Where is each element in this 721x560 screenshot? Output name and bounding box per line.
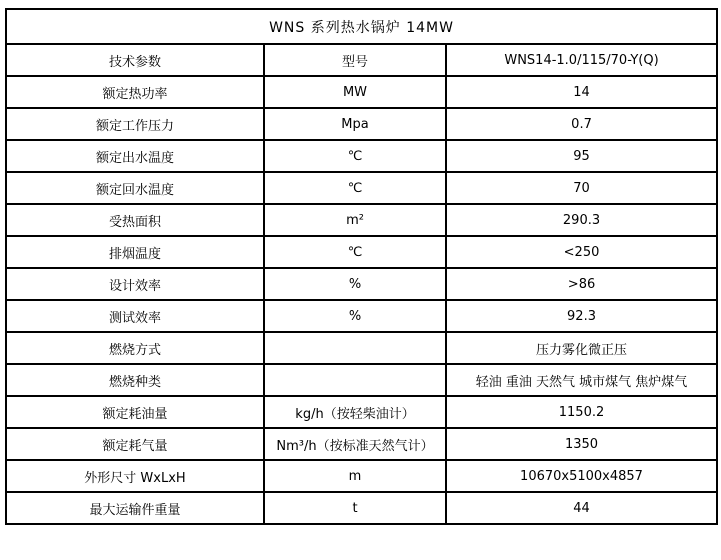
value-cell: 轻油 重油 天然气 城市煤气 焦炉煤气 bbox=[446, 364, 717, 396]
value-cell: WNS14-1.0/115/70-Y(Q) bbox=[446, 44, 717, 76]
value-cell: 1350 bbox=[446, 428, 717, 460]
unit-cell: t bbox=[264, 492, 446, 524]
param-cell: 外形尺寸 WxLxH bbox=[6, 460, 264, 492]
value-cell: 290.3 bbox=[446, 204, 717, 236]
table-title-row bbox=[6, 9, 717, 44]
value-cell: 95 bbox=[446, 140, 717, 172]
unit-cell bbox=[264, 332, 446, 364]
table-row bbox=[6, 140, 717, 172]
table-row bbox=[6, 236, 717, 268]
param-cell: 受热面积 bbox=[6, 204, 264, 236]
value-cell: <250 bbox=[446, 236, 717, 268]
param-cell: 排烟温度 bbox=[6, 236, 264, 268]
table-row bbox=[6, 300, 717, 332]
unit-cell: ℃ bbox=[264, 236, 446, 268]
unit-cell: % bbox=[264, 268, 446, 300]
value-cell: 0.7 bbox=[446, 108, 717, 140]
value-cell: 44 bbox=[446, 492, 717, 524]
param-cell: 燃烧种类 bbox=[6, 364, 264, 396]
param-cell: 设计效率 bbox=[6, 268, 264, 300]
value-cell: 压力雾化微正压 bbox=[446, 332, 717, 364]
table-row bbox=[6, 76, 717, 108]
param-cell: 测试效率 bbox=[6, 300, 264, 332]
param-cell: 额定耗油量 bbox=[6, 396, 264, 428]
value-cell: 1150.2 bbox=[446, 396, 717, 428]
table-row bbox=[6, 172, 717, 204]
unit-cell: Mpa bbox=[264, 108, 446, 140]
unit-cell: 型号 bbox=[264, 44, 446, 76]
table-row bbox=[6, 332, 717, 364]
unit-cell: ℃ bbox=[264, 172, 446, 204]
unit-cell: m bbox=[264, 460, 446, 492]
table-row bbox=[6, 268, 717, 300]
boiler-spec-table bbox=[5, 8, 718, 525]
table-title: WNS 系列热水锅炉 14MW bbox=[6, 9, 717, 44]
spec-table-container bbox=[5, 8, 718, 525]
value-cell: 70 bbox=[446, 172, 717, 204]
unit-cell: ℃ bbox=[264, 140, 446, 172]
value-cell: 92.3 bbox=[446, 300, 717, 332]
unit-cell: % bbox=[264, 300, 446, 332]
table-row bbox=[6, 460, 717, 492]
param-cell: 额定工作压力 bbox=[6, 108, 264, 140]
param-cell: 额定回水温度 bbox=[6, 172, 264, 204]
table-row bbox=[6, 428, 717, 460]
value-cell: >86 bbox=[446, 268, 717, 300]
table-row bbox=[6, 364, 717, 396]
param-cell: 额定耗气量 bbox=[6, 428, 264, 460]
unit-cell: m² bbox=[264, 204, 446, 236]
param-cell: 额定出水温度 bbox=[6, 140, 264, 172]
param-cell: 燃烧方式 bbox=[6, 332, 264, 364]
table-row bbox=[6, 204, 717, 236]
table-row bbox=[6, 44, 717, 76]
table-row bbox=[6, 396, 717, 428]
unit-cell bbox=[264, 364, 446, 396]
value-cell: 10670x5100x4857 bbox=[446, 460, 717, 492]
param-cell: 最大运输件重量 bbox=[6, 492, 264, 524]
value-cell: 14 bbox=[446, 76, 717, 108]
param-cell: 额定热功率 bbox=[6, 76, 264, 108]
table-row bbox=[6, 492, 717, 524]
unit-cell: Nm³/h（按标准天然气计） bbox=[264, 428, 446, 460]
param-cell: 技术参数 bbox=[6, 44, 264, 76]
table-row bbox=[6, 108, 717, 140]
unit-cell: MW bbox=[264, 76, 446, 108]
unit-cell: kg/h（按轻柴油计） bbox=[264, 396, 446, 428]
